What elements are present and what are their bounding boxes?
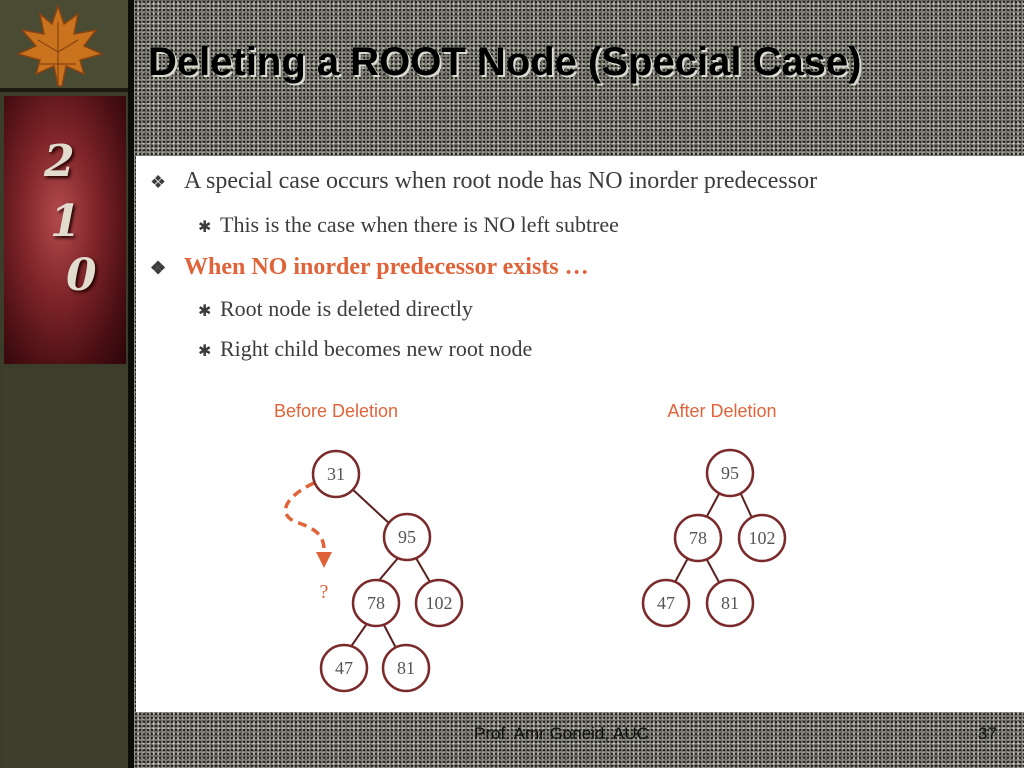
decoration-digit-1: 1 [50,196,81,247]
bullet-2-sub-1-text: Root node is deleted directly [220,296,473,321]
tree-diagram [136,156,1024,712]
dashed-arrow [286,483,324,550]
before-node-label: 47 [335,658,353,678]
before-node-label: 31 [327,464,345,484]
after-node-label: 78 [689,528,707,548]
after-node-label: 47 [657,593,675,613]
left-lower-panel [4,368,126,768]
after-node-label: 81 [721,593,739,613]
question-mark: ? [319,581,329,603]
arrow-head-icon [316,552,332,568]
bullet-diamond-icon: ❖ [150,172,167,192]
slide-title: Deleting a ROOT Node (Special Case) [148,40,862,84]
number-decoration-panel [4,96,126,364]
sub-bullet-star-icon: ✱ [198,303,212,320]
maple-leaf-icon [8,2,108,88]
bullet-diamond-icon: ❖ [150,258,167,278]
before-tree-edges [350,487,430,648]
left-divider [0,88,128,92]
decoration-digit-2: 2 [44,136,75,187]
sub-bullet-star-icon: ✱ [198,219,212,236]
bullet-1-text: A special case occurs when root node has NO inorder predecessor [184,168,818,194]
content-panel [136,156,1024,712]
bullet-2-text: When NO inorder predecessor exists … [184,254,589,280]
leaf-panel [0,0,128,92]
before-node-label: 95 [398,527,416,547]
after-deletion-label: After Deletion [667,401,777,421]
bullet-1-sub-1-text: This is the case when there is NO left subtree [220,212,619,237]
before-node-label: 102 [425,593,453,613]
before-deletion-label: Before Deletion [273,401,399,421]
decoration-digit-0: 0 [66,250,97,301]
footer-author: Prof. Amr Goneid, AUC [474,724,649,743]
page-number: 37 [978,724,997,743]
sub-bullet-star-icon: ✱ [198,343,212,360]
before-node-label: 78 [367,593,385,613]
after-node-label: 102 [748,528,776,548]
before-node-label: 81 [397,658,415,678]
after-node-label: 95 [721,463,739,483]
bullet-2-sub-2-text: Right child becomes new root node [220,336,533,361]
